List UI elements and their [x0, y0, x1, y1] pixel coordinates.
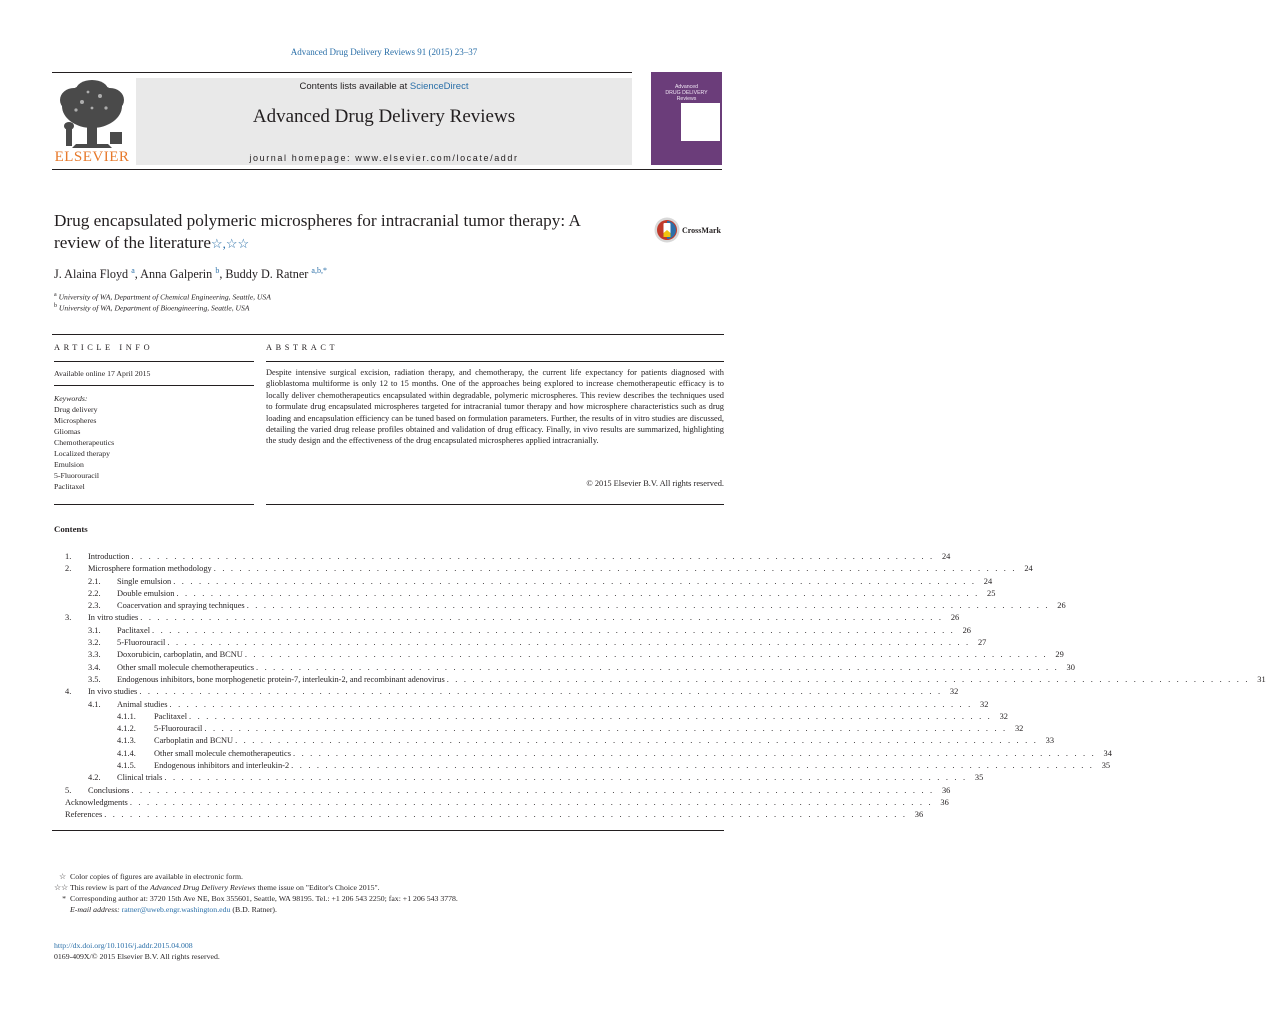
toc-entry-title[interactable]: Other small molecule chemotherapeutics [117, 662, 254, 672]
toc-entry-number: 4.1.3. [117, 736, 136, 746]
contents-rule-bottom [52, 830, 724, 831]
toc-entry[interactable] [54, 576, 993, 588]
crossmark-icon[interactable] [654, 217, 680, 243]
toc-entry-page: 26 [1057, 601, 1066, 611]
abstract-text: Despite intensive surgical excision, radiation therapy, and chemotherapy, the current life expectancy for patients diagnosed with glioblastoma multiforme is only 12 to 15 months. One of the approaches being explored to increase chemotherapeutic efficacy is to locally deliver chemotherapeutics encapsulated within degradable, polymeric microspheres. This review describes the techniques used to formulate drug encapsulated microspheres targeted for intracranial tumor therapy and how microsphere characteristics such as drug loading and encapsulation efficiency can be tuned based on formulation parameters. Further, the results of in vitro studies are discussed, detailing the varied drug release profiles obtained and validation of drug efficacy. Finally, in vivo results are summarized, highlighting the study design and the effectiveness of the drug encapsulated microspheres applied intracranially. [266, 368, 724, 446]
toc-entry-title[interactable]: Double emulsion [117, 588, 175, 598]
toc-entry-number: 4.1. [88, 699, 101, 709]
toc-entry-page: 32 [1014, 724, 1024, 734]
footnote-theme-issue [54, 882, 380, 893]
toc-entry-number: 1. [65, 552, 72, 561]
toc-entry-title[interactable]: Introduction [88, 552, 130, 561]
toc-entry-number: 4.1.2. [117, 724, 136, 734]
toc-entry[interactable] [54, 551, 951, 563]
author-list [54, 266, 327, 282]
header-rule-top [52, 72, 632, 73]
keyword: Paclitaxel [54, 482, 85, 491]
toc-leader-dots: . . . . . . . . . . . . . . . . . . . . . . . . . . . . . . . . . . . . . . . . . . . . . . . . . . . . . . . . . . . . . . . . . . . . . . . . . . . . . . . . . . . . . . . . . . . . . . [291, 761, 1095, 771]
author-affiliation-mark[interactable]: a,b,* [311, 266, 327, 275]
toc-entry[interactable] [54, 649, 1064, 661]
toc-leader-dots: . . . . . . . . . . . . . . . . . . . . . . . . . . . . . . . . . . . . . . . . . . . . . . . . . . . . . . . . . . . . . . . . . . . . . . . . . . . . . . . . . . . . . . . . . . . . . . [131, 785, 935, 795]
footnote-symbol: ☆☆ [54, 883, 68, 892]
article-title-text: Drug encapsulated polymeric microspheres for intracranial tumor therapy: A review of the literature [54, 211, 580, 252]
toc-entry-page: 24 [983, 576, 993, 586]
affiliation-b [54, 303, 249, 313]
toc-entry[interactable] [54, 785, 951, 797]
author-affiliation-mark[interactable]: b [215, 266, 220, 275]
title-footnote-marks[interactable]: ☆,☆☆ [211, 236, 250, 251]
toc-entry[interactable] [54, 637, 987, 649]
toc-entry-page: 35 [1101, 761, 1111, 771]
toc-leader-dots: . . . . . . . . . . . . . . . . . . . . . . . . . . . . . . . . . . . . . . . . . . . . . . . . . . . . . . . . . . . . . . . . . . . . . . . . . . . . . . . . . . . . . . . . . . . . . . [167, 638, 971, 648]
author-name[interactable]: J. Alaina Floyd [54, 267, 132, 282]
footnote-text: This review is part of the [70, 883, 151, 892]
toc-entry[interactable] [54, 748, 1112, 760]
toc-entry-title[interactable]: 5-Fluorouracil [117, 638, 166, 648]
toc-leader-dots: . . . . . . . . . . . . . . . . . . . . . . . . . . . . . . . . . . . . . . . . . . . . . . . . . . . . . . . . . . . . . . . . . . . . . . . . . . . . . . . . . . . . . . . . . . . . . . [129, 797, 933, 807]
toc-leader-dots: . . . . . . . . . . . . . . . . . . . . . . . . . . . . . . . . . . . . . . . . . . . . . . . . . . . . . . . . . . . . . . . . . . . . . . . . . . . . . . . . . . . . . . . . . . . . . . [292, 748, 1096, 758]
toc-entry[interactable] [54, 686, 959, 698]
toc-entry-title[interactable]: Paclitaxel [117, 625, 151, 635]
toc-entry-title[interactable]: In vitro studies [88, 613, 139, 623]
toc-entry-page: 24 [941, 552, 951, 561]
journal-name: Advanced Drug Delivery Reviews [252, 106, 516, 127]
affiliation-text: University of WA, Department of Bioengineering, Seattle, USA [57, 303, 250, 313]
toc-entry-page: 36 [940, 797, 949, 807]
toc-entry[interactable] [54, 797, 949, 809]
toc-entry[interactable] [54, 563, 1033, 575]
toc-entry-page: 32 [999, 711, 1008, 721]
toc-entry-title[interactable]: In vivo studies [88, 687, 138, 697]
toc-entry-page: 35 [974, 773, 984, 783]
footnote-text: Corresponding author at: 3720 15th Ave NE, Box 355601, Seattle, WA 98195. Tel.: +1 206 543 2250; fax: +1 206 543 3778. [70, 894, 458, 903]
contents-prefix: Contents lists available at [299, 81, 410, 92]
toc-entry-title[interactable]: Microsphere formation methodology [88, 564, 212, 574]
section-rule-top [52, 334, 724, 335]
toc-entry-title[interactable]: Endogenous inhibitors and interleukin-2 [154, 761, 290, 771]
toc-entry-page: 31 [1257, 674, 1266, 684]
article-info-heading: ARTICLE INFO [54, 343, 154, 352]
journal-homepage-line [136, 153, 632, 163]
toc-entry-title[interactable]: Doxorubicin, carboplatin, and BCNU [117, 650, 243, 660]
toc-entry[interactable] [54, 760, 1111, 772]
toc-entry[interactable] [54, 588, 996, 600]
toc-entry-number: 4.1.5. [117, 761, 136, 771]
toc-leader-dots: . . . . . . . . . . . . . . . . . . . . . . . . . . . . . . . . . . . . . . . . . . . . . . . . . . . . . . . . . . . . . . . . . . . . . . . . . . . . . . . . . . . . . . . . . . . . . . [139, 687, 943, 697]
affiliation-mark: a [54, 292, 57, 298]
abstract-copyright: © 2015 Elsevier B.V. All rights reserved. [586, 479, 724, 488]
toc-entry-title[interactable]: Endogenous inhibitors, bone morphogenetic protein-7, interleukin-2, and recombinant adenovirus [117, 674, 445, 684]
toc-entry-page: 34 [1103, 748, 1112, 758]
abstract-rule-bottom [266, 504, 724, 505]
toc-entry-page: 27 [977, 638, 987, 648]
available-online: Available online 17 April 2015 [54, 369, 151, 378]
keyword: Localized therapy [54, 449, 111, 458]
article-title [54, 210, 614, 255]
toc-leader-dots: . . . . . . . . . . . . . . . . . . . . . . . . . . . . . . . . . . . . . . . . . . . . . . . . . . . . . . . . . . . . . . . . . . . . . . . . . . . . . . . . . . . . . . . . . . . . . . [246, 601, 1050, 611]
cover-title-line-1: Advanced [674, 84, 699, 90]
doi-link[interactable]: http://dx.doi.org/10.1016/j.addr.2015.04.008 [54, 941, 193, 950]
toc-entry[interactable] [54, 809, 924, 821]
cover-title-line-2: DRUG DELIVERY [665, 90, 708, 96]
crossmark-label[interactable]: CrossMark [682, 226, 721, 235]
toc-entry-page: 33 [1045, 736, 1055, 746]
toc-entry-page: 26 [950, 613, 960, 623]
toc-entry[interactable] [54, 723, 1024, 735]
toc-leader-dots: . . . . . . . . . . . . . . . . . . . . . . . . . . . . . . . . . . . . . . . . . . . . . . . . . . . . . . . . . . . . . . . . . . . . . . . . . . . . . . . . . . . . . . . . . . . . . . [213, 564, 1017, 574]
abstract-rule [266, 361, 724, 362]
toc-entry-title[interactable]: Single emulsion [117, 576, 172, 586]
toc-entry-page: 36 [914, 810, 924, 820]
toc-entry-title[interactable]: Clinical trials [117, 773, 163, 783]
affiliation-text: University of WA, Department of Chemical Engineering, Seattle, USA [56, 292, 271, 302]
toc-entry-number: 4.1.1. [117, 711, 136, 721]
footnote-text: theme issue on "Editor's Choice 2015". [255, 883, 380, 892]
toc-entry-number: 4.2. [88, 773, 101, 783]
toc-leader-dots: . . . . . . . . . . . . . . . . . . . . . . . . . . . . . . . . . . . . . . . . . . . . . . . . . . . . . . . . . . . . . . . . . . . . . . . . . . . . . . . . . . . . . . . . . . . . . . [140, 613, 944, 623]
toc-entry-page: 32 [980, 699, 989, 709]
footnote-corresponding [54, 893, 458, 904]
toc-entry-title[interactable]: Carboplatin and BCNU [154, 736, 234, 746]
abstract-heading: ABSTRACT [266, 343, 339, 352]
toc-leader-dots: . . . . . . . . . . . . . . . . . . . . . . . . . . . . . . . . . . . . . . . . . . . . . . . . . . . . . . . . . . . . . . . . . . . . . . . . . . . . . . . . . . . . . . . . . . . . . . [164, 773, 968, 783]
toc-leader-dots: . . . . . . . . . . . . . . . . . . . . . . . . . . . . . . . . . . . . . . . . . . . . . . . . . . . . . . . . . . . . . . . . . . . . . . . . . . . . . . . . . . . . . . . . . . . . . . [446, 674, 1250, 684]
keywords-list [54, 404, 114, 492]
toc-entry[interactable] [54, 735, 1055, 747]
elsevier-wordmark: ELSEVIER [54, 149, 130, 165]
footnote-email [54, 904, 277, 915]
toc-entry-title[interactable]: References [65, 810, 103, 820]
keyword: Microspheres [54, 416, 97, 425]
footnote-color [54, 871, 243, 882]
toc-leader-dots: . . . . . . . . . . . . . . . . . . . . . . . . . . . . . . . . . . . . . . . . . . . . . . . . . . . . . . . . . . . . . . . . . . . . . . . . . . . . . . . . . . . . . . . . . . . . . . [189, 711, 992, 721]
toc-entry-number: 2.1. [88, 576, 101, 586]
header-rule-bottom [52, 169, 722, 170]
toc-entry-page: 32 [949, 687, 959, 697]
sciencedirect-link[interactable]: ScienceDirect [409, 81, 469, 92]
toc-entry[interactable] [54, 600, 1066, 612]
toc-leader-dots: . . . . . . . . . . . . . . . . . . . . . . . . . . . . . . . . . . . . . . . . . . . . . . . . . . . . . . . . . . . . . . . . . . . . . . . . . . . . . . . . . . . . . . . . . . . . . . [176, 588, 980, 598]
affiliation-mark: b [54, 303, 57, 309]
article-info-rule-2 [54, 385, 254, 386]
toc-leader-dots: . . . . . . . . . . . . . . . . . . . . . . . . . . . . . . . . . . . . . . . . . . . . . . . . . . . . . . . . . . . . . . . . . . . . . . . . . . . . . . . . . . . . . . . . . . . . . . [104, 810, 908, 820]
toc-entry-number: 4. [65, 687, 72, 697]
journal-reference-link[interactable]: Advanced Drug Delivery Reviews 91 (2015) 23–37 [290, 47, 478, 57]
toc-entry-number: 3.3. [88, 650, 101, 660]
toc-entry[interactable] [54, 662, 1075, 674]
footnote-symbol: ☆ [59, 872, 66, 881]
toc-entry-number: 2.3. [88, 601, 101, 611]
issn-copyright: 0169-409X/© 2015 Elsevier B.V. All rights reserved. [54, 952, 220, 961]
footnote-text: Color copies of figures are available in electronic form. [70, 872, 243, 881]
toc-entry[interactable] [54, 772, 984, 784]
keyword: Emulsion [54, 460, 84, 469]
toc-entry-number: 3. [65, 613, 72, 623]
email-link[interactable]: ratner@uweb.engr.washington.edu [121, 905, 231, 914]
toc-entry-page: 30 [1066, 662, 1075, 672]
toc-leader-dots: . . . . . . . . . . . . . . . . . . . . . . . . . . . . . . . . . . . . . . . . . . . . . . . . . . . . . . . . . . . . . . . . . . . . . . . . . . . . . . . . . . . . . . . . . . . . . . [169, 699, 973, 709]
cover-title-line-3: Reviews [676, 96, 697, 102]
keyword: 5-Fluorouracil [54, 471, 100, 480]
toc-entry[interactable] [54, 612, 960, 624]
toc-entry-page: 26 [962, 625, 971, 635]
toc-entry-title[interactable]: Paclitaxel [154, 711, 188, 721]
homepage-url-link[interactable]: www.elsevier.com/locate/addr [355, 153, 519, 163]
toc-leader-dots: . . . . . . . . . . . . . . . . . . . . . . . . . . . . . . . . . . . . . . . . . . . . . . . . . . . . . . . . . . . . . . . . . . . . . . . . . . . . . . . . . . . . . . . . . . . . . . [235, 736, 1039, 746]
contents-heading: Contents [54, 524, 88, 534]
toc-entry-number: 3.5. [88, 674, 101, 684]
toc-entry-title[interactable]: Conclusions [88, 785, 130, 795]
toc-entry[interactable] [54, 625, 971, 637]
email-label: E-mail address: [70, 905, 122, 914]
article-info-rule-bottom [54, 504, 254, 505]
toc-leader-dots: . . . . . . . . . . . . . . . . . . . . . . . . . . . . . . . . . . . . . . . . . . . . . . . . . . . . . . . . . . . . . . . . . . . . . . . . . . . . . . . . . . . . . . . . . . . . . . [131, 552, 935, 561]
toc-entry-title[interactable]: Acknowledgments [65, 797, 128, 807]
cover-white-panel [681, 103, 720, 141]
author-affiliation-mark[interactable]: a [131, 266, 135, 275]
toc-entry-number: 4.1.4. [117, 748, 136, 758]
contents-available-line [136, 81, 632, 92]
keyword: Chemotherapeutics [54, 438, 115, 447]
email-suffix: (B.D. Ratner). [230, 905, 277, 914]
author-name[interactable]: , Buddy D. Ratner [219, 267, 312, 282]
toc-entry-number: 3.2. [88, 638, 101, 648]
toc-entry-title[interactable]: Coacervation and spraying techniques [117, 601, 245, 611]
toc-entry-number: 2. [65, 564, 72, 574]
author-name[interactable]: , Anna Galperin [134, 267, 216, 282]
toc-entry[interactable] [54, 711, 1008, 723]
keyword: Drug delivery [54, 405, 98, 414]
footnote-symbol: * [62, 894, 66, 903]
toc-entry-title[interactable]: Animal studies [117, 699, 168, 709]
toc-leader-dots: . . . . . . . . . . . . . . . . . . . . . . . . . . . . . . . . . . . . . . . . . . . . . . . . . . . . . . . . . . . . . . . . . . . . . . . . . . . . . . . . . . . . . . . . . . . . . . [204, 724, 1008, 734]
toc-entry-page: 24 [1024, 564, 1033, 574]
toc-entry[interactable] [54, 699, 989, 711]
toc-entry[interactable] [54, 674, 1266, 686]
footnote-journal-italic: Advanced Drug Delivery Reviews [150, 883, 256, 892]
toc-leader-dots: . . . . . . . . . . . . . . . . . . . . . . . . . . . . . . . . . . . . . . . . . . . . . . . . . . . . . . . . . . . . . . . . . . . . . . . . . . . . . . . . . . . . . . . . . . . . . . [173, 576, 977, 586]
toc-leader-dots: . . . . . . . . . . . . . . . . . . . . . . . . . . . . . . . . . . . . . . . . . . . . . . . . . . . . . . . . . . . . . . . . . . . . . . . . . . . . . . . . . . . . . . . . . . . . . . [152, 625, 955, 635]
article-info-rule [54, 361, 254, 362]
homepage-prefix: journal homepage: [249, 153, 356, 163]
toc-entry-number: 2.2. [88, 588, 101, 598]
cover-title [653, 84, 720, 102]
toc-entry-number: 3.4. [88, 662, 101, 672]
keywords-label: Keywords: [54, 394, 88, 403]
toc-entry-number: 3.1. [88, 625, 101, 635]
toc-entry-title[interactable]: Other small molecule chemotherapeutics [154, 748, 291, 758]
toc-leader-dots: . . . . . . . . . . . . . . . . . . . . . . . . . . . . . . . . . . . . . . . . . . . . . . . . . . . . . . . . . . . . . . . . . . . . . . . . . . . . . . . . . . . . . . . . . . . . . . [244, 650, 1048, 660]
toc-entry-page: 25 [987, 588, 996, 598]
keyword: Gliomas [54, 427, 81, 436]
table-of-contents [54, 551, 1266, 822]
affiliation-a [54, 292, 271, 302]
toc-entry-page: 29 [1055, 650, 1064, 660]
toc-entry-title[interactable]: 5-Fluorouracil [154, 724, 203, 734]
toc-leader-dots: . . . . . . . . . . . . . . . . . . . . . . . . . . . . . . . . . . . . . . . . . . . . . . . . . . . . . . . . . . . . . . . . . . . . . . . . . . . . . . . . . . . . . . . . . . . . . . [255, 662, 1059, 672]
toc-entry-page: 36 [941, 785, 951, 795]
toc-entry-number: 5. [65, 785, 72, 795]
